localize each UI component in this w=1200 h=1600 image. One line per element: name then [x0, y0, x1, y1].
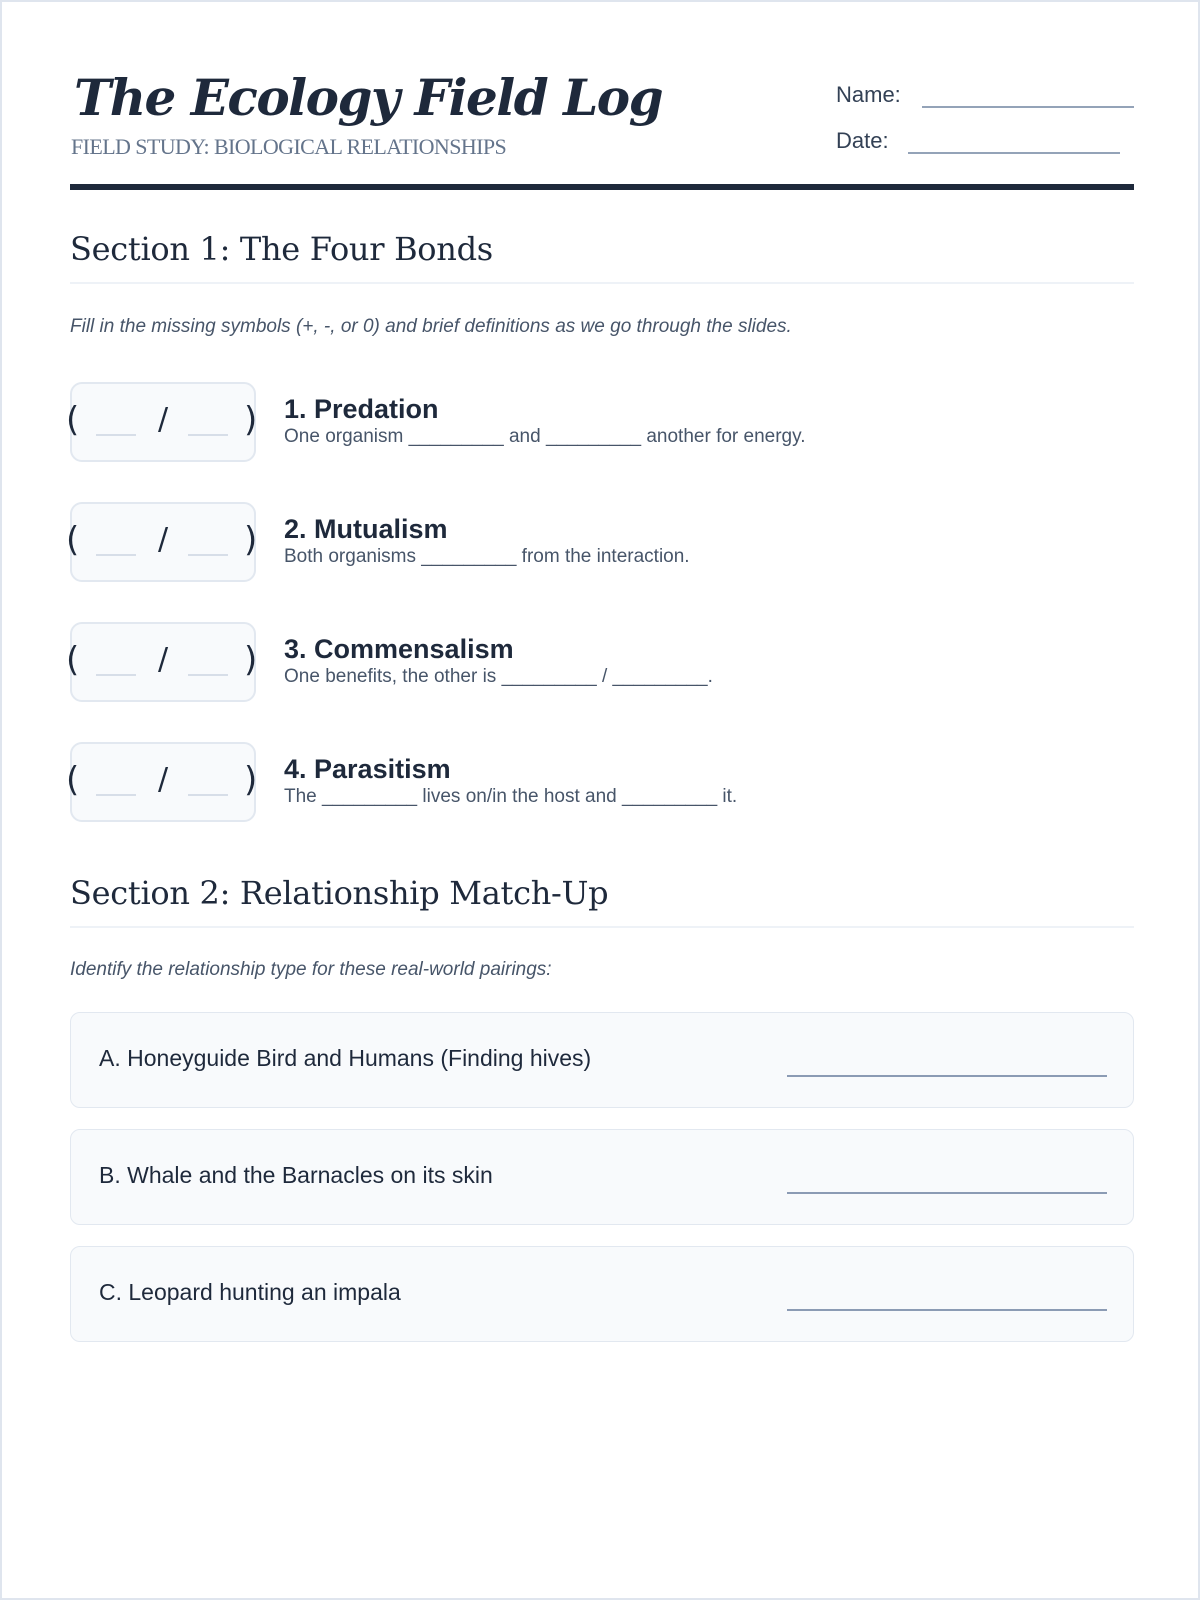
section-1-instruction: Fill in the missing symbols (+, -, or 0) and brief definitions as we go through the slides.: [70, 316, 792, 337]
page-title: The Ecology Field Log: [74, 68, 663, 127]
bond-definition: One organism _________ and _________ another for energy.: [284, 426, 806, 447]
open-paren: (: [66, 760, 80, 800]
bond-name: 1. Predation: [284, 394, 439, 424]
symbol-blank[interactable]: [96, 554, 136, 556]
date-blank-line[interactable]: [908, 152, 1120, 154]
open-paren: (: [66, 400, 80, 440]
bond-definition: Both organisms _________ from the interaction.: [284, 546, 690, 567]
symbol-slash: /: [158, 402, 169, 437]
name-label: Name:: [836, 82, 901, 107]
bond-item: [66, 742, 1134, 822]
date-label: Date:: [836, 128, 889, 153]
header-divider: [70, 184, 1134, 190]
section-1-divider: [70, 282, 1134, 284]
close-paren: ): [244, 640, 258, 680]
section-2-divider: [70, 926, 1134, 928]
section-2-instruction: Identify the relationship type for these real-world pairings:: [70, 959, 552, 980]
pairing-text: B. Whale and the Barnacles on its skin: [99, 1162, 493, 1188]
symbol-box[interactable]: [66, 382, 258, 462]
symbol-box[interactable]: [66, 622, 258, 702]
bond-item: [66, 502, 1134, 582]
pairing-card: [70, 1246, 1134, 1342]
symbol-box[interactable]: [66, 742, 258, 822]
bond-name: 3. Commensalism: [284, 634, 514, 664]
symbol-slash: /: [158, 522, 169, 557]
section-1-title: Section 1: The Four Bonds: [70, 230, 493, 268]
symbol-box[interactable]: [66, 502, 258, 582]
symbol-slash: /: [158, 762, 169, 797]
bond-definition: The _________ lives on/in the host and _________ it.: [284, 786, 738, 807]
bond-item: [66, 382, 1134, 462]
page-subtitle: FIELD STUDY: BIOLOGICAL RELATIONSHIPS: [71, 134, 507, 159]
worksheet-header: [70, 68, 1134, 192]
close-paren: ): [244, 520, 258, 560]
close-paren: ): [244, 400, 258, 440]
answer-blank-line[interactable]: [787, 1192, 1107, 1194]
answer-blank-line[interactable]: [787, 1075, 1107, 1077]
symbol-blank[interactable]: [96, 794, 136, 796]
open-paren: (: [66, 520, 80, 560]
bond-name: 2. Mutualism: [284, 514, 448, 544]
bond-item: [66, 622, 1134, 702]
pairing-text: A. Honeyguide Bird and Humans (Finding hives): [99, 1045, 592, 1071]
symbol-blank[interactable]: [188, 674, 228, 676]
section-2-title: Section 2: Relationship Match-Up: [70, 874, 609, 912]
bond-name: 4. Parasitism: [284, 754, 451, 784]
open-paren: (: [66, 640, 80, 680]
close-paren: ): [244, 760, 258, 800]
pairing-text: C. Leopard hunting an impala: [99, 1279, 401, 1305]
name-blank-line[interactable]: [922, 106, 1134, 108]
symbol-blank[interactable]: [188, 434, 228, 436]
symbol-blank[interactable]: [188, 794, 228, 796]
symbol-slash: /: [158, 642, 169, 677]
answer-blank-line[interactable]: [787, 1309, 1107, 1311]
symbol-blank[interactable]: [96, 434, 136, 436]
symbol-blank[interactable]: [96, 674, 136, 676]
pairing-card: [70, 1012, 1134, 1108]
symbol-blank[interactable]: [188, 554, 228, 556]
bond-definition: One benefits, the other is _________ / _________.: [284, 666, 713, 687]
pairing-card: [70, 1129, 1134, 1225]
